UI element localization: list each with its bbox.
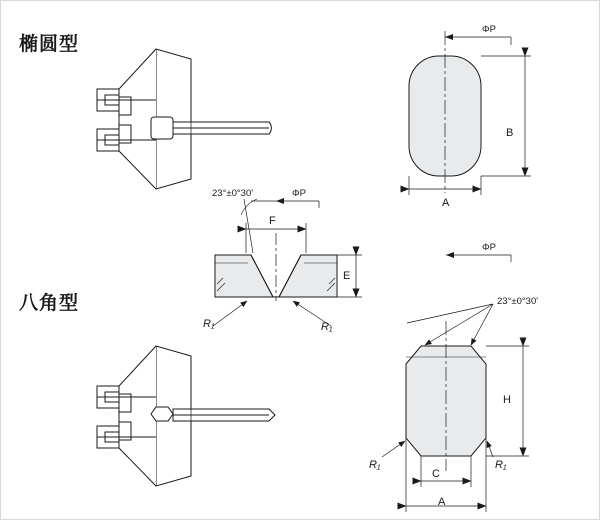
octagonal-gasket-section [382, 252, 529, 512]
label-oct-c: C [432, 468, 440, 480]
label-groove-e: E [343, 270, 351, 282]
label-oval-b: B [506, 127, 514, 139]
label-groove-f: F [269, 215, 276, 227]
title-oval-type: 椭圆型 [19, 34, 80, 55]
title-octagonal-type: 八角型 [19, 293, 80, 314]
octagonal-flange-assembly [97, 346, 275, 486]
label-groove-r1-left: R₁ [203, 318, 215, 330]
label-oct-h: H [503, 394, 511, 406]
label-groove-phi-p: ΦP [292, 188, 306, 199]
oval-flange-assembly [97, 49, 271, 189]
label-oct-r1-left: R₁ [369, 459, 381, 471]
label-oct-angle: 23°±0°30' [497, 296, 539, 307]
label-oct-a: A [438, 496, 446, 508]
label-oct-phi-p: ΦP [482, 242, 496, 253]
label-oval-phi-p: ΦP [482, 24, 496, 35]
technical-drawing-svg [1, 1, 600, 520]
label-groove-r1-right: R₁ [321, 321, 333, 333]
label-groove-angle: 23°±0°30' [212, 188, 254, 199]
label-oval-a: A [442, 197, 450, 209]
oval-gasket-section [409, 31, 531, 195]
label-oct-r1-right: R₁ [495, 459, 507, 471]
groove-detail-section [213, 198, 362, 326]
